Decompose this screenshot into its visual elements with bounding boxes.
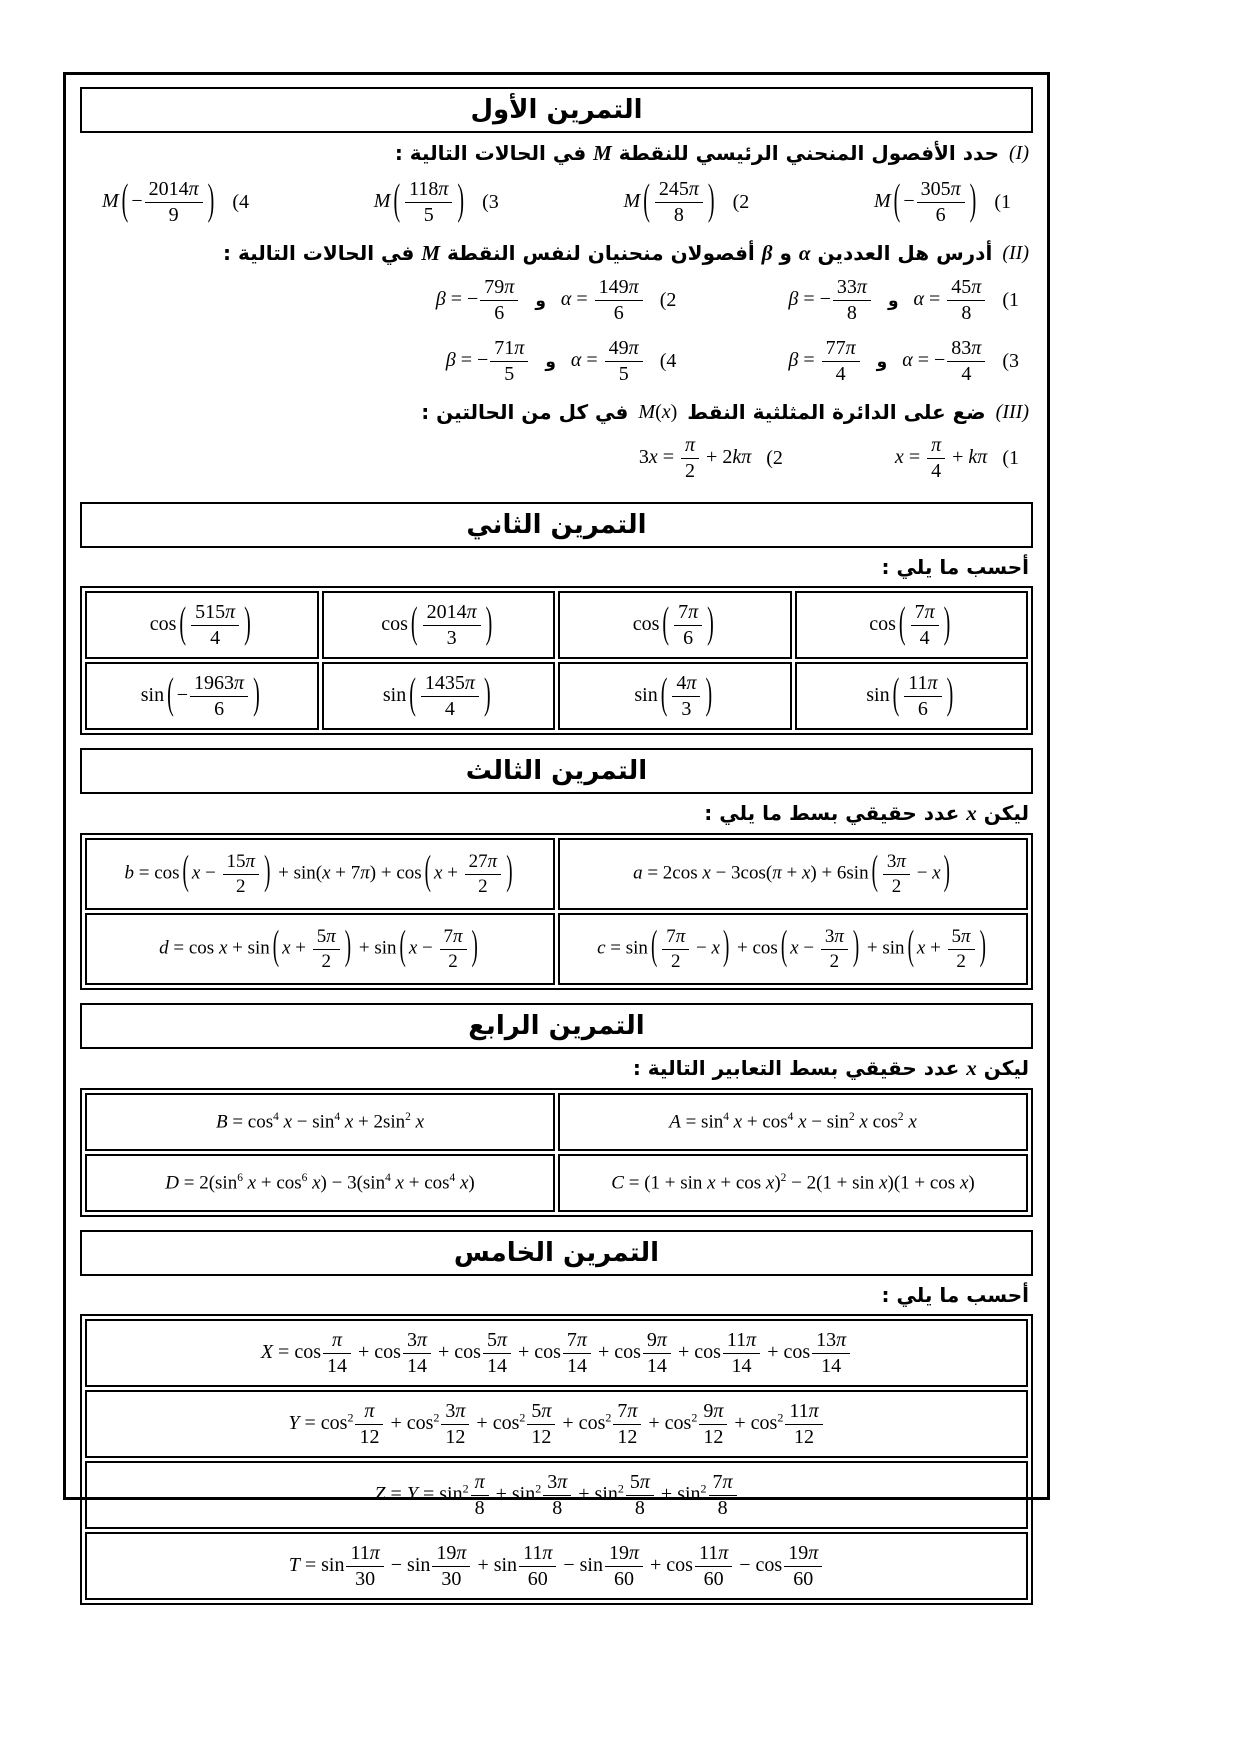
alpha-expression: α = − $\frac{83\pi}{4}$ [902, 337, 987, 386]
exercise-3-instruction: ليكن x عدد حقيقي بسط ما يلي : [704, 801, 1029, 825]
part-III-text-1: ضع على الدائرة المثلثية النقط [687, 400, 986, 424]
exercise-4 [80, 1003, 1033, 1217]
alpha-expression: α = $\frac{45\pi}{8}$ [914, 276, 988, 325]
item-number: (2 [659, 289, 677, 311]
and-word: و [876, 351, 888, 372]
expression-cell [558, 838, 1028, 910]
part-III-text-2: في كل من الحالتين : [421, 400, 629, 424]
beta-expression: β = $\frac{77\pi}{4}$ [788, 337, 861, 386]
item-number: (1 [994, 191, 1011, 213]
exercise-3-box [80, 833, 1033, 990]
table-cell [795, 591, 1029, 659]
exercise-4-box [80, 1088, 1033, 1217]
math-expression: M ( − $\frac{305\pi}{6}$ ) [874, 176, 977, 226]
part-II-text: أدرس هل العددين α و β أفصولان منحنيان لنفس النقطة M في الحالات التالية : [223, 241, 993, 265]
math-item [788, 276, 1019, 325]
item-number: (3 [1002, 350, 1019, 372]
expression-cell [558, 913, 1028, 985]
exercise-4-instruction: ليكن x عدد حقيقي بسط التعابير التالية : [632, 1056, 1029, 1080]
expression-grid [85, 1093, 1028, 1212]
math-expression: $Z = Y = \sin^2$ $\frac{\pi}{8}$ + $\sin^2$ $\frac{3\pi}{8}$ + $\sin^2$ $\frac{5\pi}{8}$ + $\sin^2$ $\frac{7\pi}{8}$ [374, 1471, 738, 1520]
math-expression: c = sin ( $\frac{7\pi}{2}$ − x ) + cos ( x − $\frac{3\pi}{2}$ ) + sin ( x + $\frac{5\pi}{2}$ ) [597, 924, 986, 972]
item-number: (4 [659, 350, 677, 372]
item-number: (2 [732, 191, 750, 213]
calculation-table [80, 586, 1033, 735]
exercise-5-box [80, 1314, 1033, 1605]
expression-cell [558, 1154, 1028, 1212]
calculation-row [85, 1319, 1028, 1387]
math-item [639, 434, 783, 483]
expression-cell [85, 1154, 555, 1212]
calculation-row [85, 1532, 1028, 1600]
item-number: (2 [766, 447, 783, 469]
math-item [874, 178, 1011, 227]
table-cell [558, 591, 792, 659]
part-III-label: (III) [995, 400, 1029, 423]
exercise-5-title: التمرين الخامس [80, 1230, 1033, 1276]
math-expression: $C = (1 + \sin x + \cos x)^2 - 2(1 + \sin x)(1 + \cos x)$ [611, 1171, 975, 1194]
math-expression: $D = 2(\sin^6$ $x + \cos^6 x) - 3(\sin^4$ $x + \cos^4 x$) [165, 1171, 475, 1194]
math-expression: cos ( $\frac{7\pi}{6}$ ) [632, 599, 714, 649]
table-cell [322, 591, 556, 659]
and-word: و [545, 351, 556, 372]
part-III-items-row [80, 428, 1033, 489]
math-item [788, 337, 1019, 386]
expression-cell [85, 913, 555, 985]
math-expression: b = cos ( x − $\frac{15\pi}{2}$ ) + sin(x + 7π) + cos ( x + $\frac{27\pi}{2}$ ) [124, 849, 513, 897]
math-item [446, 337, 677, 386]
part-I-label: (I) [1008, 142, 1029, 164]
math-expression: sin ( − $\frac{1963\pi}{6}$ ) [140, 670, 260, 720]
exercise-3-title: التمرين الثالث [80, 748, 1033, 794]
table-row [85, 591, 1028, 659]
exercise-1-part-II-instruction [80, 241, 1029, 266]
item-number: (1 [1002, 447, 1019, 469]
math-item [895, 434, 1019, 483]
table-cell [795, 662, 1029, 730]
expression-grid [85, 838, 1028, 985]
point-notation: M(x) [638, 400, 678, 423]
table-cell [322, 662, 556, 730]
exercise-2-title: التمرين الثاني [80, 502, 1033, 548]
part-II-items-row-2 [80, 331, 1033, 392]
exercise-1-part-I-instruction [80, 141, 1029, 166]
and-word: و [535, 290, 546, 311]
math-item [374, 178, 499, 227]
table-cell [85, 662, 319, 730]
part-I-text: حدد الأفصول المنحني الرئيسي للنقطة M في الحالات التالية : [394, 141, 999, 165]
document-frame [63, 72, 1050, 1590]
math-expression: X = cos $\frac{\pi}{14}$ + cos $\frac{3\pi}{14}$ + cos $\frac{5\pi}{14}$ + cos $\frac{7\pi}{14}$ + cos $\frac{9\pi}{14}$ + cos $\frac{11\pi}{14}$ + cos $\frac{13\pi}{14}$ [261, 1329, 852, 1378]
math-expression: a = 2cos x − 3cos(π + x) + 6sin ( $\frac{3\pi}{2}$ − x ) [633, 849, 950, 897]
math-expression: sin ( $\frac{1435\pi}{4}$ ) [382, 670, 491, 720]
calculation-rows [85, 1319, 1028, 1600]
alpha-expression: α = $\frac{49\pi}{5}$ [571, 337, 645, 386]
exercise-2-instruction: أحسب ما يلي : [881, 555, 1029, 579]
exercise-2 [80, 502, 1033, 735]
exercise-5 [80, 1230, 1033, 1605]
part-II-items-row-1 [80, 270, 1033, 331]
beta-expression: β = − $\frac{33\pi}{8}$ [788, 276, 873, 325]
math-expression: sin ( $\frac{11\pi}{6}$ ) [866, 670, 954, 720]
exercise-1-title: التمرين الأول [80, 87, 1033, 133]
beta-expression: β = − $\frac{71\pi}{5}$ [446, 337, 531, 386]
expression-cell [85, 1093, 555, 1151]
item-number: (3 [482, 191, 499, 213]
expression-cell [85, 838, 555, 910]
part-I-items-row [80, 170, 1033, 233]
expression-cell [558, 1093, 1028, 1151]
math-expression: sin ( $\frac{4\pi}{3}$ ) [634, 670, 713, 720]
math-expression: $B = \cos^4 x - \sin^4 x + 2\sin^2$ x [215, 1110, 425, 1133]
exercise-1-part-III-instruction [80, 400, 1029, 424]
beta-expression: β = − $\frac{79\pi}{6}$ [436, 276, 521, 325]
table-cell [85, 591, 319, 659]
exercise-5-instruction: أحسب ما يلي : [881, 1283, 1029, 1307]
math-item [436, 276, 677, 325]
and-word: و [887, 290, 899, 311]
math-expression: 3x = $\frac{\pi}{2}$ + 2kπ [638, 434, 752, 482]
math-expression: cos ( $\frac{515\pi}{4}$ ) [149, 599, 251, 649]
alpha-expression: α = $\frac{149\pi}{6}$ [561, 276, 645, 325]
math-expression: M ( $\frac{245\pi}{8}$ ) [623, 176, 715, 226]
math-expression: d = cos x + sin ( x + $\frac{5\pi}{2}$ ) + sin ( x − $\frac{7\pi}{2}$ ) [159, 924, 478, 972]
math-expression: x = $\frac{\pi}{4}$ + kπ [894, 434, 988, 482]
exercise-1 [80, 87, 1033, 489]
math-expression: cos ( $\frac{2014\pi}{3}$ ) [381, 599, 493, 649]
math-item [102, 178, 249, 227]
exercise-4-title: التمرين الرابع [80, 1003, 1033, 1049]
math-expression: cos ( $\frac{7\pi}{4}$ ) [869, 599, 951, 649]
calculation-row [85, 1390, 1028, 1458]
table-cell [558, 662, 792, 730]
exercise-3 [80, 748, 1033, 990]
math-expression: $Y = \cos^2$ $\frac{\pi}{12}$ + $\cos^2$ $\frac{3\pi}{12}$ + $\cos^2$ $\frac{5\pi}{12}$ + $\cos^2$ $\frac{7\pi}{12}$ + $\cos^2$ $\frac{9\pi}{12}$ + $\cos^2$ $\frac{11\pi}{12}$ [288, 1400, 824, 1449]
item-number: (1 [1002, 289, 1019, 311]
math-expression: M ( − $\frac{2014\pi}{9}$ ) [102, 176, 215, 226]
item-number: (4 [232, 191, 249, 213]
math-item [624, 178, 750, 227]
math-expression: M ( $\frac{118\pi}{5}$ ) [373, 176, 465, 226]
math-expression: T = sin $\frac{11\pi}{30}$ − sin $\frac{19\pi}{30}$ + sin $\frac{11\pi}{60}$ − sin $\frac{19\pi}{60}$ + cos $\frac{11\pi}{60}$ − cos $\frac{19\pi}{60}$ [289, 1542, 825, 1591]
calculation-row [85, 1461, 1028, 1529]
table-row [85, 662, 1028, 730]
part-II-label: (II) [1002, 242, 1029, 264]
math-expression: $A = \sin^4 x + \cos^4 x - \sin^2 x$ $\cos^2 x$ [669, 1110, 917, 1133]
